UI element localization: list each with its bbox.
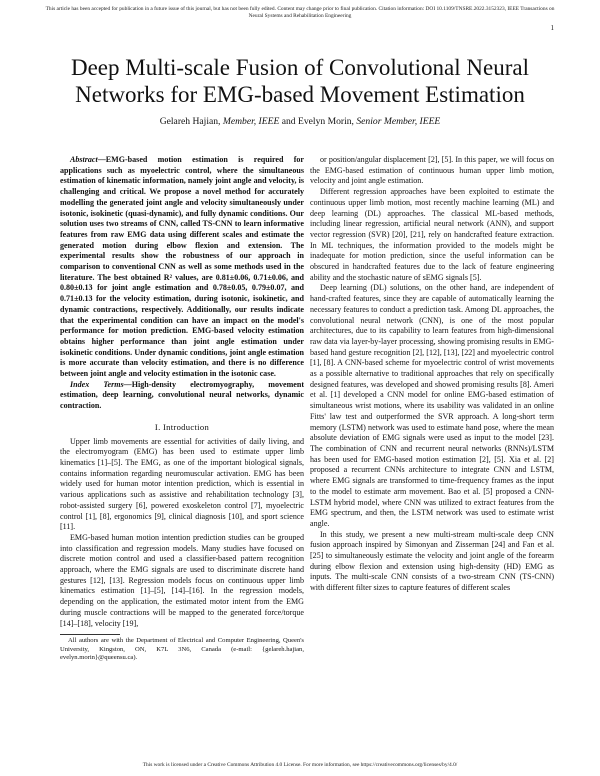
author-line — [40, 116, 560, 128]
section-heading: I. Introduction — [154, 421, 210, 432]
index-terms — [60, 380, 304, 412]
paragraph: Different regression approaches have been exploited to estimate the continuous upper limb motion, most recently machine learning (ML) and deep learning (DL) approaches. The classical ML-based methods, including linear regression, artificial neural network (ANN), and support vector regression (SVR) [20], [21], rely on handcrafted feature extraction. In ML techniques, the information provided to the models might be inadequate for motion prediction, since the useful information can be obscured in handcrafted features due to the lack of feature engineering ability and the stochastic nature of sEMG signals [5]. — [310, 187, 554, 282]
right-column — [310, 155, 554, 594]
index-terms-text: High-density electromyography, movement estimation, deep learning, convolutional neural networks, dynamic contraction. — [60, 379, 305, 411]
paper-title: Deep Multi-scale Fusion of Convolutional Neural Networks for EMG-based Movement Estimation — [70, 55, 529, 107]
paragraph: Upper limb movements are essential for activities of daily living, and the electromyogram (EMG) has been used to estimate upper limb kinematics [1]–[5]. The EMG, as one of the important biological signals, contains information regarding neuromuscular activation. EMG has been widely used for human motor intention prediction, which is essential in various applications such as assistive and rehabilitation technology [3], robot-assisted surgery [6], powered exoskeleton control [7], myoelectric control [1], [8], ergonomics [9], clinical diagnosis [10], and sport science [11]. — [60, 436, 304, 532]
paragraph: or position/angular displacement [2], [5]. In this paper, we will focus on the EMG-based estimation of continuous human upper limb motion, velocity and joint angle estimation. — [310, 155, 554, 186]
author-name: Evelyn Morin, — [298, 116, 354, 127]
author-name: Gelareh Hajian, — [159, 116, 221, 127]
left-column — [60, 155, 304, 663]
license-footer: This work is licensed under a Creative Commons Attribution 4.0 License. For more information, see https://creativecommons.org/licenses/by/4.0/ — [142, 762, 458, 768]
abstract — [60, 155, 304, 380]
abstract-text: EMG-based motion estimation is required for applications such as myoelectric control, where the simultaneous estimation of kinematic information, namely joint angle and velocity, is challenging and critical. We propose a novel method for accurately modelling the generated joint angle and velocity simultaneously under isotonic, isokinetic (quasi-dynamic), and fully dynamic conditions. Our solution uses two streams of CNN, called TS-CNN to learn informative features from raw EMG data using different scales and estimate the generated motion during elbow flexion and extension. The experimental results show the robustness of our approach in comparison to conventional CNN as well as some methods used in the literature. The best obtained R² values, are 0.81±0.06, 0.71±0.06, and 0.80±0.13 for joint angle estimation and 0.78±0.05, 0.79±0.07, and 0.71±0.13 for the velocity estimation, during isotonic, isokinetic, and dynamic contractions, respectively. Additionally, our results indicate that the experimental condition can have an impact on the model's performance for motion prediction. EMG-based velocity estimation obtains higher performance than joint angle estimation under isokinetic conditions. Under dynamic conditions, joint angle estimation is more accurate than velocity estimation, and there is no difference between joint angle and velocity estimation in the isotonic case. — [60, 155, 304, 379]
page-number: 1 — [550, 24, 554, 32]
paragraph: Deep learning (DL) solutions, on the other hand, are independent of hand-crafted features, since they are capable of automatically learning the necessary features to conduct a prediction task. Among DL approaches, the convolutional neural network (CNN), is one of the most popular architectures, due to its capability to learn features from high-dimensional raw data via layer-by-layer processing, showing promising results in EMG-based hand gesture recognition [2], [12], [13], [22] and myoelectric control [1], [8]. A CNN-based scheme for myoelectric control of wrist movements as a possible alternative to traditional approaches that rely on specifically designed features, was developed and showed promising results [8]. Ameri et al. [1] developed a CNN model for online EMG-based estimation of simultaneous wrist motions, where its usability was validated in an online Fitts' law test and outperformed the SVR approach. A long-short term memory (LSTM) network was used to estimate hand pose, where the mean absolute deviation of EMG signals were used as input to the model [23]. The combination of CNN and recurrent neural networks (RNNs)/LSTM has been used for EMG-based motion estimation [2], [5]. Xia et al. [2] proposed a recurrent CNNs architecture to integrate CNN and LSTM, where EMG signals are transformed to time-frequency frames as the input to the model to estimate arm movement. Bao et al. [5] proposed a CNN-LSTM hybrid model, where CNN was utilized to extract features from the EMG spectrum, and then, the LSTM network was used to estimate wrist angle. — [310, 283, 554, 528]
paragraph: EMG-based human motion intention prediction studies can be grouped into classification and regression models. Many studies have focused on discrete motion control and used a classifier-based pattern recognition approach, where the EMG signals are used to discriminate discrete hand gestures [12], [13]. Regression models focus on continuous upper limb kinematics estimation [1]–[5], [14]–[16]. In the regression models, depending on the application, the estimated motor intent from the EMG during muscle contractions will be mapped to the generated force/torque [14]–[18], velocity [19], — [60, 532, 304, 628]
author-conjunction: and — [281, 116, 296, 127]
author-role: Member, IEEE — [222, 116, 280, 127]
abstract-label: Abstract— — [70, 155, 106, 164]
index-terms-label: Index Terms— — [70, 379, 132, 389]
author-role: Senior Member, IEEE — [356, 116, 441, 127]
journal-header-note: This article has been accepted for publication in a future issue of this journal, but has not been fully edited. Content may change prior to final publication. Citation information: DOI 10.1109/TNSRE.2022.3152323, IEEE Transactions on Neural Systems and Rehabilitation Engineering — [45, 6, 555, 19]
paragraph: In this study, we present a new multi-stream multi-scale deep CNN fusion approach inspired by Simonyan and Zisserman [24] and Fan et al. [25] to simultaneously estimate the velocity and joint angle of the forearm during elbow flexion and extension using high-density (HD) EMG as inputs. The multi-scale CNN consists of a two-stream CNN (TS-CNN) with different filter sizes to capture features of different scales — [310, 529, 554, 593]
author-affiliation-footnote: All authors are with the Department of Electrical and Computer Engineering, Queen's University, Kingston, ON, K7L 3N6, Canada (e-mail: {gelareh.hajian, evelyn.morin}@queensu.ca). — [60, 637, 304, 662]
footnote-divider — [60, 634, 120, 635]
